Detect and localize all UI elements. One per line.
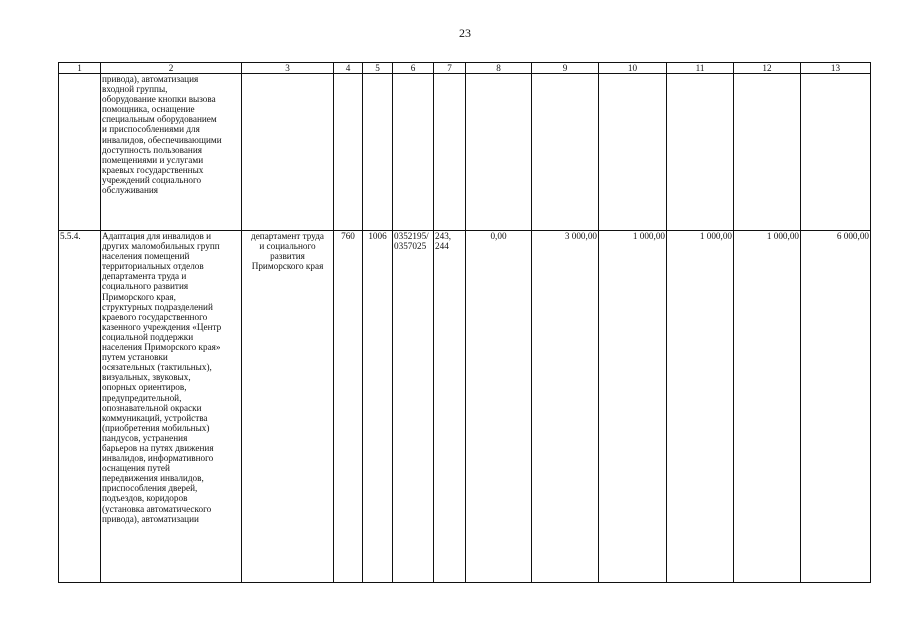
table-row-continuation [59, 74, 871, 231]
row-number-cell: 5.5.4. [59, 231, 101, 583]
column-number: 1 [59, 63, 101, 74]
amount-cell: 0,00 [466, 231, 532, 583]
column-number: 2 [101, 63, 242, 74]
measure-name-cell: Адаптация для инвалидов и других маломобильных групп населения помещений территориальных отделов департамента труда и социального развития Приморского края, структурных подразделений краевого государственного казенного учреждения «Центр социальной поддержки населения Приморского края» путем установки осязательных (тактильных), визуальных, звуковых, опорных ориентиров, предупредительной, опознавательной окраски коммуникаций, устройства (приобретения мобильных) пандусов, устранения барьеров на путях движения инвалидов, информативного оснащения путей передвижения инвалидов, приспособления дверей, подъездов, коридоров (установка автоматического привода), автоматизации [101, 231, 242, 583]
target-article-cell: 0352195/ 0357025 [393, 231, 434, 583]
column-number: 7 [434, 63, 466, 74]
budget-table [58, 62, 871, 583]
column-number-row [59, 63, 871, 74]
amount-cell: 1 000,00 [667, 231, 734, 583]
amount-cell: 1 000,00 [599, 231, 667, 583]
column-number: 4 [334, 63, 363, 74]
cell [466, 74, 532, 231]
column-number: 6 [393, 63, 434, 74]
grbs-code-cell: 760 [334, 231, 363, 583]
cell [734, 74, 801, 231]
column-number: 13 [801, 63, 871, 74]
column-number: 10 [599, 63, 667, 74]
column-number: 9 [532, 63, 599, 74]
column-number: 12 [734, 63, 801, 74]
executor-cell: департамент труда и социального развития Приморского края [242, 231, 334, 583]
amount-cell: 1 000,00 [734, 231, 801, 583]
column-number: 3 [242, 63, 334, 74]
column-number: 8 [466, 63, 532, 74]
cell [393, 74, 434, 231]
cell [334, 74, 363, 231]
cell [801, 74, 871, 231]
section-code-cell: 1006 [363, 231, 393, 583]
cell [599, 74, 667, 231]
column-number: 11 [667, 63, 734, 74]
cell [434, 74, 466, 231]
expense-type-cell: 243, 244 [434, 231, 466, 583]
cell [532, 74, 599, 231]
cell [667, 74, 734, 231]
row-number-cell [59, 74, 101, 231]
cell [363, 74, 393, 231]
amount-cell: 3 000,00 [532, 231, 599, 583]
table-row [59, 231, 871, 583]
page-number: 23 [459, 26, 471, 40]
total-amount-cell: 6 000,00 [801, 231, 871, 583]
column-number: 5 [363, 63, 393, 74]
measure-name-cell: привода), автоматизация входной группы, оборудование кнопки вызова помощника, оснащение специальным оборудованием и приспособлениями для инвалидов, обеспечивающими доступность пользования помещениями и услугами краевых государственных учреждений социального обслуживания [101, 74, 242, 231]
executor-cell [242, 74, 334, 231]
